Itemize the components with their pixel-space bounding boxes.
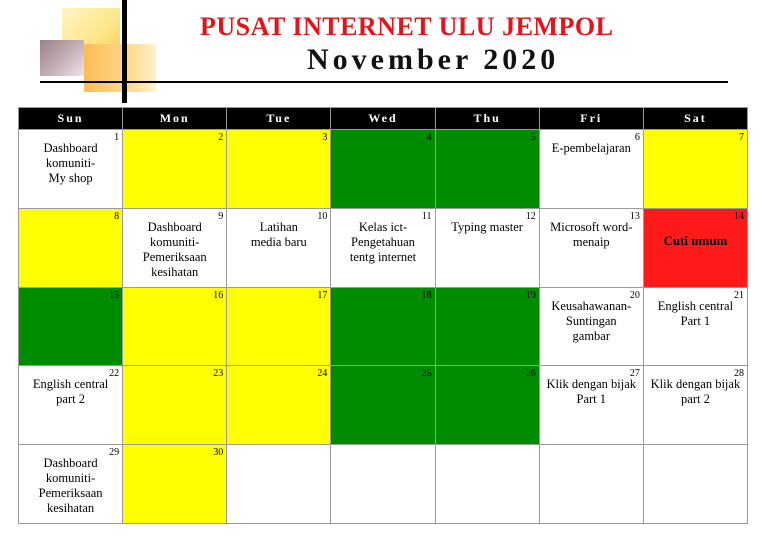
day-cell-2 bbox=[123, 130, 227, 209]
day-number: 20 bbox=[629, 289, 640, 301]
event-text: Kelas ict- Pengetahuan tentg internet bbox=[349, 219, 417, 264]
day-number: 15 bbox=[109, 289, 120, 301]
day-number: 6 bbox=[634, 132, 640, 143]
day-cell-20 bbox=[540, 288, 644, 367]
weekday-header-thu: Thu bbox=[436, 108, 540, 130]
day-cell-25 bbox=[331, 366, 435, 445]
day-number: 18 bbox=[421, 289, 432, 301]
day-cell-29 bbox=[19, 445, 123, 524]
day-cell-12 bbox=[436, 209, 540, 288]
day-number: 25 bbox=[421, 368, 432, 380]
day-cell-23 bbox=[123, 366, 227, 445]
day-cell-17 bbox=[227, 288, 331, 367]
day-cell-4 bbox=[331, 130, 435, 209]
decorative-mauve-square bbox=[40, 40, 84, 76]
calendar-grid bbox=[18, 107, 748, 524]
day-cell-8 bbox=[19, 209, 123, 288]
day-number: 17 bbox=[317, 289, 328, 301]
day-cell-10 bbox=[227, 209, 331, 288]
decorative-orange-square bbox=[84, 44, 156, 92]
day-number: 12 bbox=[525, 210, 536, 222]
event-text: Dashboard komuniti- Pemeriksaan kesihatan bbox=[38, 456, 103, 516]
day-number: 10 bbox=[317, 210, 328, 222]
event-text: Latihan media baru bbox=[250, 219, 307, 249]
day-number: 3 bbox=[322, 132, 328, 143]
day-cell-30 bbox=[123, 445, 227, 524]
weekday-header-sat: Sat bbox=[644, 108, 748, 130]
day-cell-14 bbox=[644, 209, 748, 288]
empty-day-cell bbox=[644, 445, 748, 524]
day-cell-15 bbox=[19, 288, 123, 367]
month-title: November 2020 bbox=[307, 43, 560, 76]
day-number: 29 bbox=[109, 447, 120, 459]
day-number: 28 bbox=[734, 368, 744, 380]
event-text: English central part 2 bbox=[32, 377, 109, 407]
day-cell-24 bbox=[227, 366, 331, 445]
event-text: Dashboard komuniti- Pemeriksaan kesihatan bbox=[142, 219, 207, 279]
day-number: 5 bbox=[530, 132, 536, 143]
event-text: E-pembelajaran bbox=[551, 141, 631, 155]
day-number: 27 bbox=[629, 368, 640, 380]
event-text: Klik dengan bijak part 2 bbox=[650, 377, 741, 407]
day-cell-11 bbox=[331, 209, 435, 288]
day-cell-22 bbox=[19, 366, 123, 445]
day-cell-3 bbox=[227, 130, 331, 209]
day-cell-1 bbox=[19, 130, 123, 209]
day-number: 16 bbox=[213, 289, 224, 301]
day-number: 30 bbox=[213, 447, 224, 459]
day-number: 22 bbox=[109, 368, 120, 380]
day-number: 19 bbox=[525, 289, 536, 301]
day-number: 2 bbox=[218, 132, 224, 143]
event-text: Dashboard komuniti- My shop bbox=[43, 141, 98, 185]
empty-day-cell bbox=[436, 445, 540, 524]
day-cell-7 bbox=[644, 130, 748, 209]
day-cell-6 bbox=[540, 130, 644, 209]
empty-day-cell bbox=[331, 445, 435, 524]
day-number: 4 bbox=[426, 132, 432, 143]
day-number: 9 bbox=[218, 210, 224, 222]
decorative-horizontal-line bbox=[40, 81, 728, 83]
day-cell-19 bbox=[436, 288, 540, 367]
weekday-header-tue: Tue bbox=[227, 108, 331, 130]
day-cell-16 bbox=[123, 288, 227, 367]
day-number: 23 bbox=[213, 368, 224, 380]
day-cell-27 bbox=[540, 366, 644, 445]
day-number: 1 bbox=[114, 132, 120, 143]
day-cell-13 bbox=[540, 209, 644, 288]
day-number: 24 bbox=[317, 368, 328, 380]
event-text: Keusahawanan- Suntingan gambar bbox=[551, 298, 632, 343]
organization-title: PUSAT INTERNET ULU JEMPOL bbox=[200, 12, 614, 41]
weekday-header-mon: Mon bbox=[123, 108, 227, 130]
event-text: English central Part 1 bbox=[657, 298, 734, 328]
event-text: Microsoft word- menaip bbox=[550, 219, 633, 249]
day-number: 21 bbox=[734, 289, 744, 301]
day-cell-18 bbox=[331, 288, 435, 367]
decorative-vertical-line bbox=[122, 0, 127, 103]
event-text: Cuti umum bbox=[663, 232, 728, 248]
day-number: 13 bbox=[629, 210, 640, 222]
day-cell-26 bbox=[436, 366, 540, 445]
day-cell-5 bbox=[436, 130, 540, 209]
event-text: Typing master bbox=[451, 219, 523, 234]
day-number: 14 bbox=[734, 210, 744, 222]
day-number: 7 bbox=[739, 132, 744, 143]
empty-day-cell bbox=[540, 445, 644, 524]
weekday-header-wed: Wed bbox=[331, 108, 435, 130]
empty-day-cell bbox=[227, 445, 331, 524]
day-cell-21 bbox=[644, 288, 748, 367]
day-cell-9 bbox=[123, 209, 227, 288]
day-number: 11 bbox=[421, 210, 432, 222]
event-text: Klik dengan bijak Part 1 bbox=[546, 377, 637, 407]
weekday-header-fri: Fri bbox=[540, 108, 644, 130]
weekday-header-sun: Sun bbox=[19, 108, 123, 130]
day-cell-28 bbox=[644, 366, 748, 445]
day-number: 26 bbox=[525, 368, 536, 380]
day-number: 8 bbox=[114, 210, 120, 222]
